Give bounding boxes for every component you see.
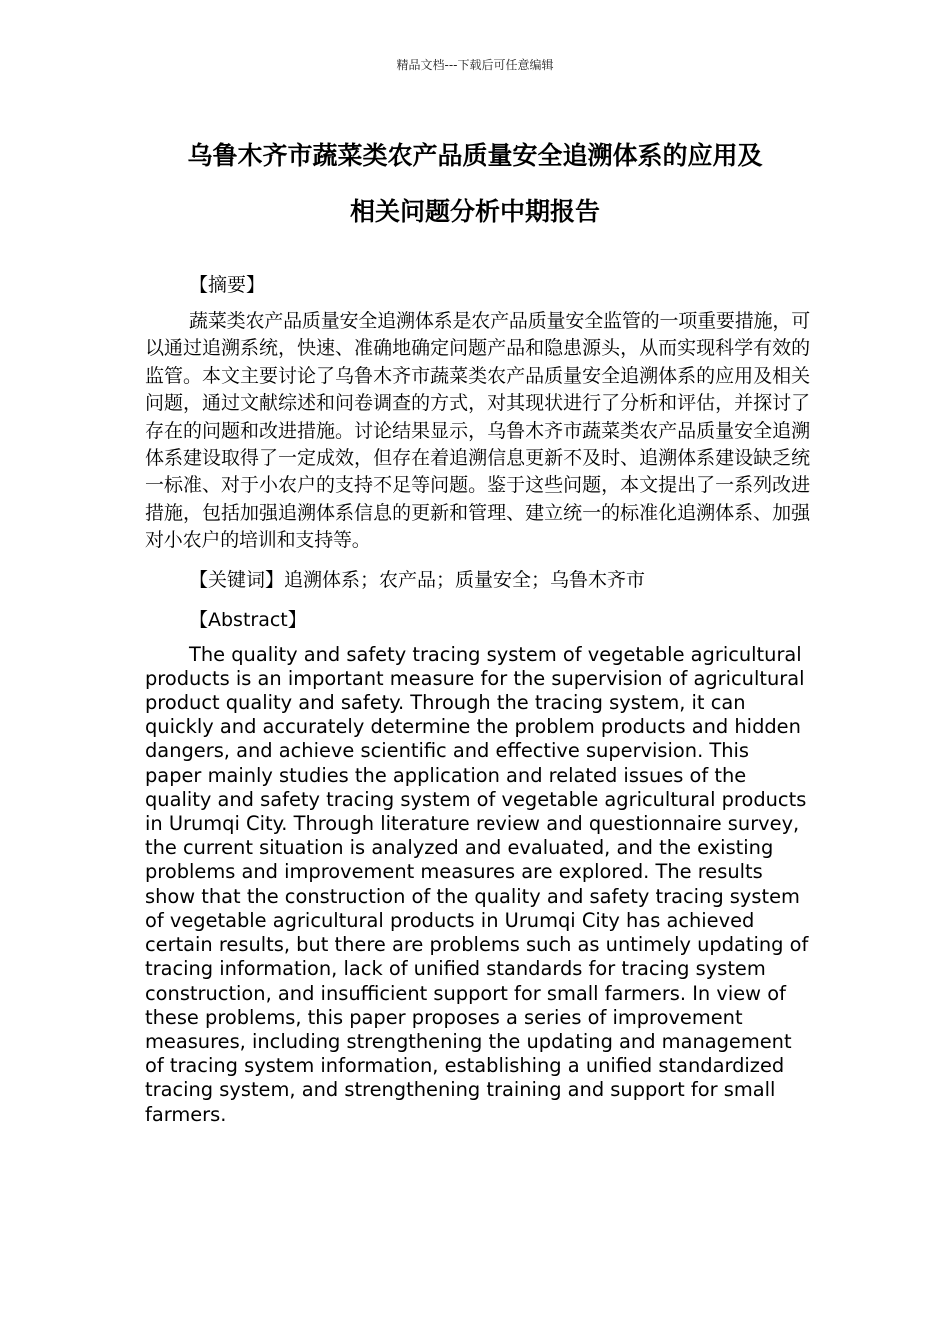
abstract-en-label: 【Abstract】 (189, 608, 307, 631)
keywords-line (145, 563, 810, 597)
page-header-note: 精品文档---下载后可任意编辑 (396, 58, 554, 72)
abstract-cn-label: 【摘要】 (189, 274, 266, 296)
abstract-en-paragraph: The quality and safety tracing system of vegetable agricultural products is an important measure for the supervision of agricultural product quality and safety. Through the tracing system, it can quickly and accurately determine the problem products and hidden dangers, and achieve scientific and effective supervision. This paper mainly studies the application and related issues of the quality and safety tracing system of vegetable agricultural products in Urumqi City. Through literature review and questionnaire survey, the current situation is analyzed and evaluated, and the existing problems and improvement measures are explored. The results show that the construction of the quality and safety tracing system of vegetable agricultural products in Urumqi City has achieved certain results, but there are problems such as untimely updating of tracing information, lack of unified standards for tracing system construction, and insufficient support for small farmers. In view of these problems, this paper proposes a series of improvement measures, including strengthening the updating and management of tracing system information, establishing a unified standardized tracing system, and strengthening training and support for small farmers. (145, 642, 809, 1126)
document-title-line-2: 相关问题分析中期报告 (349, 197, 600, 226)
keywords-label: 【关键词】 (189, 568, 285, 591)
abstract-cn-paragraph: 蔬菜类农产品质量安全追溯体系是农产品质量安全监管的一项重要措施，可以通过追溯系统，快速、准确地确定问题产品和隐患源头，从而实现科学有效的监管。本文主要讨论了乌鲁木齐市蔬菜类农产品质量安全追溯体系的应用及相关问题，通过文献综述和问卷调查的方式，对其现状进行了分析和评估，并探讨了存在的问题和改进措施。讨论结果显示，乌鲁木齐市蔬菜类农产品质量安全追溯体系建设取得了一定成效，但存在着追溯信息更新不及时、追溯体系建设缺乏统一标准、对于小农户的支持不足等问题。鉴于这些问题，本文提出了一系列改进措施，包括加强追溯体系信息的更新和管理、建立统一的标准化追溯体系、加强对小农户的培训和支持等。 (145, 310, 810, 552)
keywords-text: 追溯体系；农产品；质量安全；乌鲁木齐市 (284, 568, 646, 591)
document-title-line-1: 乌鲁木齐市蔬菜类农产品质量安全追溯体系的应用及 (187, 141, 763, 170)
document-title (120, 128, 830, 240)
document-body (145, 268, 810, 1127)
